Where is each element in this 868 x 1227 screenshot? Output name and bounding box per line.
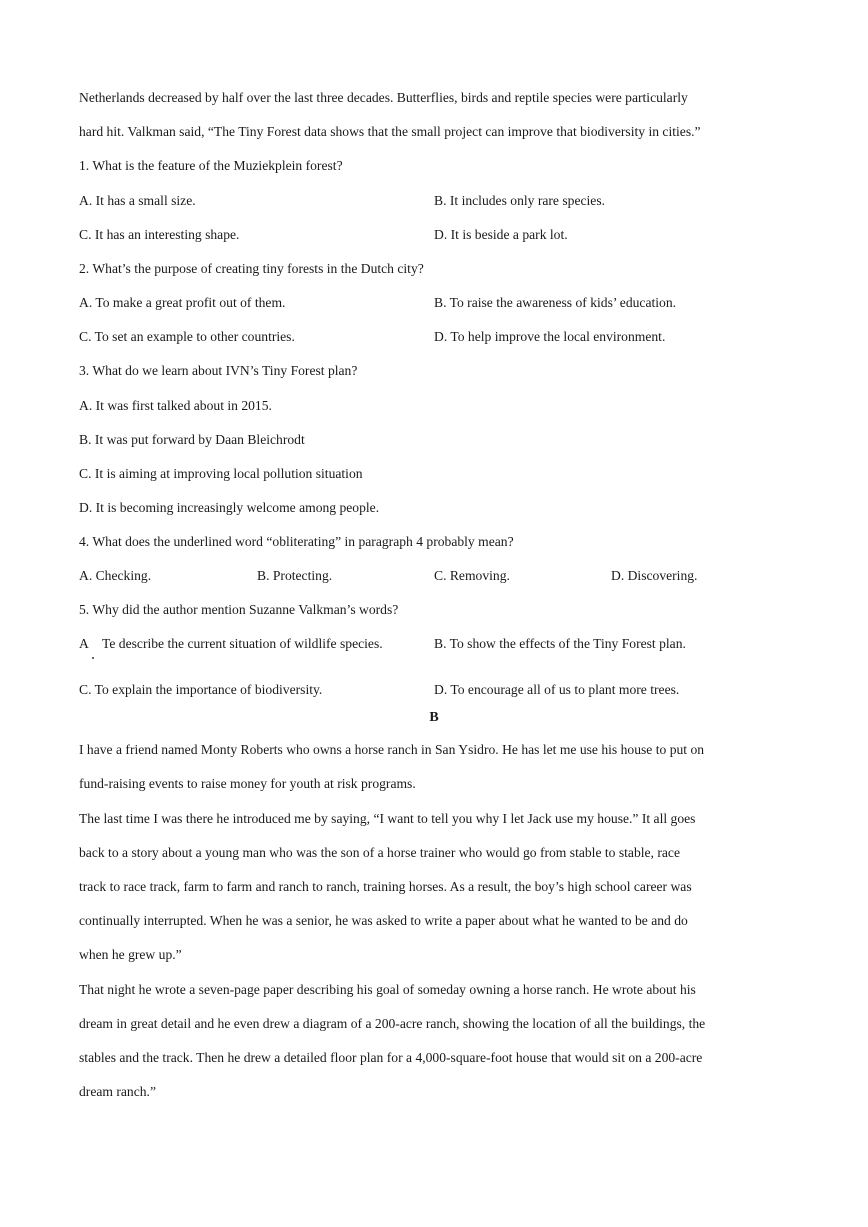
question-1-option-d: D. It is beside a park lot.: [434, 227, 568, 242]
question-1-option-a: A. It has a small size.: [79, 193, 196, 208]
question-2-option-b: B. To raise the awareness of kids’ education.: [434, 295, 677, 310]
question-2-stem: 2. What’s the purpose of creating tiny forests in the Dutch city?: [79, 261, 424, 276]
question-4-option-c: C. Removing.: [434, 568, 510, 583]
question-1-option-c: C. It has an interesting shape.: [79, 227, 240, 242]
question-2-option-a: A. To make a great profit out of them.: [79, 295, 286, 310]
question-5-option-b: B. To show the effects of the Tiny Forest plan.: [434, 636, 686, 651]
question-4-option-a: A. Checking.: [79, 568, 152, 583]
stray-dot: [92, 657, 94, 659]
passage-line: when he grew up.”: [79, 947, 182, 962]
question-4-option-b: B. Protecting.: [257, 568, 333, 583]
question-5-stem: 5. Why did the author mention Suzanne Valkman’s words?: [79, 602, 399, 617]
passage-line: The last time I was there he introduced me by saying, “I want to tell you why I let Jack use my house.” It all goes: [79, 811, 696, 826]
question-3-option-a: A. It was first talked about in 2015.: [79, 398, 272, 413]
question-1-option-b: B. It includes only rare species.: [434, 193, 606, 208]
question-5-option-c: C. To explain the importance of biodiversity.: [79, 682, 323, 697]
question-4-stem: 4. What does the underlined word “obliterating” in paragraph 4 probably mean?: [79, 534, 514, 549]
question-3-option-c: C. It is aiming at improving local pollution situation: [79, 466, 363, 481]
passage-line: hard hit. Valkman said, “The Tiny Forest data shows that the small project can improve that biodiversity in cities.”: [79, 124, 701, 139]
passage-line: dream in great detail and he even drew a diagram of a 200-acre ranch, showing the location of all the buildings, the: [79, 1016, 706, 1031]
question-2-option-d: D. To help improve the local environment.: [434, 329, 666, 344]
passage-line: That night he wrote a seven-page paper describing his goal of someday owning a horse ranch. He wrote about his: [79, 982, 696, 997]
passage-line: back to a story about a young man who was the son of a horse trainer who would go from stable to stable, race: [79, 845, 680, 860]
passage-line: stables and the track. Then he drew a detailed floor plan for a 4,000-square-foot house that would sit on a 200-acre: [79, 1050, 703, 1065]
question-4-option-d: D. Discovering.: [611, 568, 698, 583]
passage-line: fund-raising events to raise money for youth at risk programs.: [79, 776, 416, 791]
question-5-option-a-letter: A: [79, 636, 89, 651]
question-5-option-d: D. To encourage all of us to plant more trees.: [434, 682, 680, 697]
question-3-option-b: B. It was put forward by Daan Bleichrodt: [79, 432, 305, 447]
question-2-option-c: C. To set an example to other countries.: [79, 329, 295, 344]
question-3-stem: 3. What do we learn about IVN’s Tiny Forest plan?: [79, 363, 358, 378]
section-heading: B: [429, 710, 439, 725]
passage-line: I have a friend named Monty Roberts who owns a horse ranch in San Ysidro. He has let me use his house to put on: [79, 742, 705, 757]
passage-line: track to race track, farm to farm and ranch to ranch, training horses. As a result, the boy’s high school career was: [79, 879, 692, 894]
passage-line: dream ranch.”: [79, 1084, 156, 1099]
question-1-stem: 1. What is the feature of the Muziekplein forest?: [79, 158, 343, 173]
passage-line: continually interrupted. When he was a senior, he was asked to write a paper about what he wanted to be and do: [79, 913, 688, 928]
question-3-option-d: D. It is becoming increasingly welcome among people.: [79, 500, 380, 515]
passage-line: Netherlands decreased by half over the last three decades. Butterflies, birds and reptile species were particularly: [79, 90, 688, 105]
question-5-option-a: Te describe the current situation of wildlife species.: [102, 636, 383, 651]
